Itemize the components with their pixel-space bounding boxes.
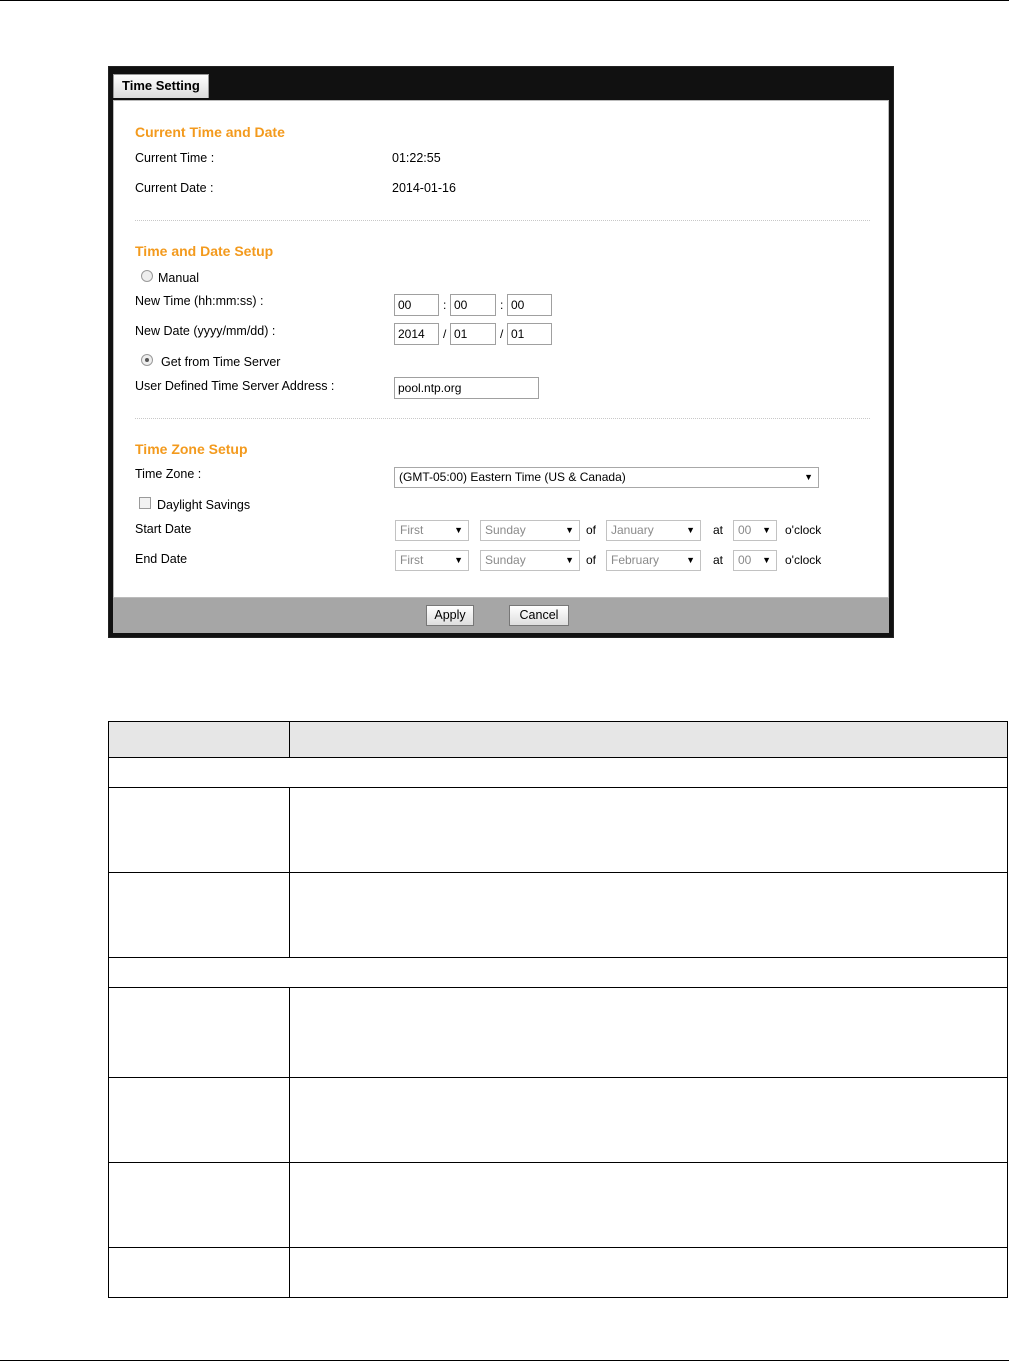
dropdown-arrow-icon: ▼ <box>454 525 463 535</box>
month-input[interactable] <box>450 323 496 345</box>
section-cell <box>109 958 1008 988</box>
start-week-value: First <box>400 523 424 537</box>
divider <box>135 418 870 419</box>
daylight-savings-checkbox-icon[interactable] <box>139 497 151 509</box>
end-day-value: Sunday <box>485 553 526 567</box>
of-text: of <box>586 553 597 567</box>
manual-label: Manual <box>158 271 199 285</box>
section-cell <box>109 758 1008 788</box>
time-zone-label: Time Zone : <box>135 467 202 481</box>
date-separator: / <box>443 327 447 341</box>
section-title-current: Current Time and Date <box>135 124 285 140</box>
label-cell <box>109 788 290 873</box>
cancel-button[interactable]: Cancel <box>509 605 569 626</box>
header-cell <box>289 722 1007 758</box>
end-hour-value: 00 <box>738 553 752 567</box>
time-zone-value: (GMT-05:00) Eastern Time (US & Canada) <box>399 470 626 484</box>
table-row <box>109 1163 1008 1248</box>
current-time-label: Current Time : <box>135 151 215 165</box>
current-date-label: Current Date : <box>135 181 214 195</box>
label-cell <box>109 873 290 958</box>
description-table <box>108 721 1008 1298</box>
settings-content <box>113 100 889 598</box>
table-row <box>109 988 1008 1078</box>
apply-button[interactable]: Apply <box>426 605 474 626</box>
time-server-radio-icon[interactable] <box>141 354 153 366</box>
dropdown-arrow-icon: ▼ <box>565 555 574 565</box>
at-text: at <box>713 523 724 537</box>
description-cell <box>289 1163 1007 1248</box>
time-separator: : <box>443 298 447 312</box>
hour-input[interactable] <box>394 294 439 316</box>
table-row <box>109 1078 1008 1163</box>
current-date-value: 2014-01-16 <box>392 181 456 195</box>
description-cell <box>289 1078 1007 1163</box>
time-zone-select[interactable] <box>394 467 819 488</box>
current-time-value: 01:22:55 <box>392 151 441 165</box>
year-input[interactable] <box>394 323 439 345</box>
time-separator: : <box>500 298 504 312</box>
table-header-row <box>109 722 1008 758</box>
end-week-value: First <box>400 553 424 567</box>
time-server-label: Get from Time Server <box>161 355 281 369</box>
dropdown-arrow-icon: ▼ <box>686 555 695 565</box>
minute-input[interactable] <box>450 294 496 316</box>
table-row <box>109 788 1008 873</box>
end-week-select[interactable] <box>395 550 469 571</box>
new-date-label: New Date (yyyy/mm/dd) : <box>135 324 276 338</box>
time-setting-panel <box>108 66 894 638</box>
oclock-text: o'clock <box>785 523 822 537</box>
dropdown-arrow-icon: ▼ <box>804 472 813 482</box>
dropdown-arrow-icon: ▼ <box>454 555 463 565</box>
start-date-label: Start Date <box>135 522 192 536</box>
dropdown-arrow-icon: ▼ <box>762 525 771 535</box>
label-cell <box>109 988 290 1078</box>
table-section-row <box>109 958 1008 988</box>
end-date-label: End Date <box>135 552 188 566</box>
header-cell <box>109 722 290 758</box>
start-day-select[interactable] <box>480 520 580 541</box>
label-cell <box>109 1248 290 1298</box>
start-week-select[interactable] <box>395 520 469 541</box>
description-cell <box>289 988 1007 1078</box>
tab-time-setting[interactable]: Time Setting <box>113 74 209 98</box>
label-cell <box>109 1163 290 1248</box>
dropdown-arrow-icon: ▼ <box>762 555 771 565</box>
second-input[interactable] <box>507 294 552 316</box>
day-input[interactable] <box>507 323 552 345</box>
description-cell <box>289 873 1007 958</box>
dropdown-arrow-icon: ▼ <box>565 525 574 535</box>
start-day-value: Sunday <box>485 523 526 537</box>
server-address-input[interactable] <box>394 377 539 399</box>
oclock-text: o'clock <box>785 553 822 567</box>
end-hour-select[interactable] <box>733 550 777 571</box>
at-text: at <box>713 553 724 567</box>
divider <box>135 220 870 221</box>
end-month-select[interactable] <box>606 550 701 571</box>
dropdown-arrow-icon: ▼ <box>686 525 695 535</box>
button-bar <box>113 598 889 633</box>
table-row <box>109 1248 1008 1298</box>
description-cell <box>289 1248 1007 1298</box>
start-hour-value: 00 <box>738 523 752 537</box>
date-separator: / <box>500 327 504 341</box>
start-month-select[interactable] <box>606 520 701 541</box>
daylight-savings-label: Daylight Savings <box>157 498 251 512</box>
end-day-select[interactable] <box>480 550 580 571</box>
server-address-label: User Defined Time Server Address : <box>135 379 335 393</box>
section-title-setup: Time and Date Setup <box>135 243 274 259</box>
bottom-rule <box>0 1360 1009 1361</box>
description-cell <box>289 788 1007 873</box>
start-hour-select[interactable] <box>733 520 777 541</box>
label-cell <box>109 1078 290 1163</box>
table-section-row <box>109 758 1008 788</box>
end-month-value: February <box>611 553 660 567</box>
start-month-value: January <box>611 523 654 537</box>
new-time-label: New Time (hh:mm:ss) : <box>135 294 264 308</box>
top-rule <box>0 0 1009 1</box>
table-row <box>109 873 1008 958</box>
of-text: of <box>586 523 597 537</box>
manual-radio-icon[interactable] <box>141 270 153 282</box>
section-title-zone: Time Zone Setup <box>135 441 248 457</box>
